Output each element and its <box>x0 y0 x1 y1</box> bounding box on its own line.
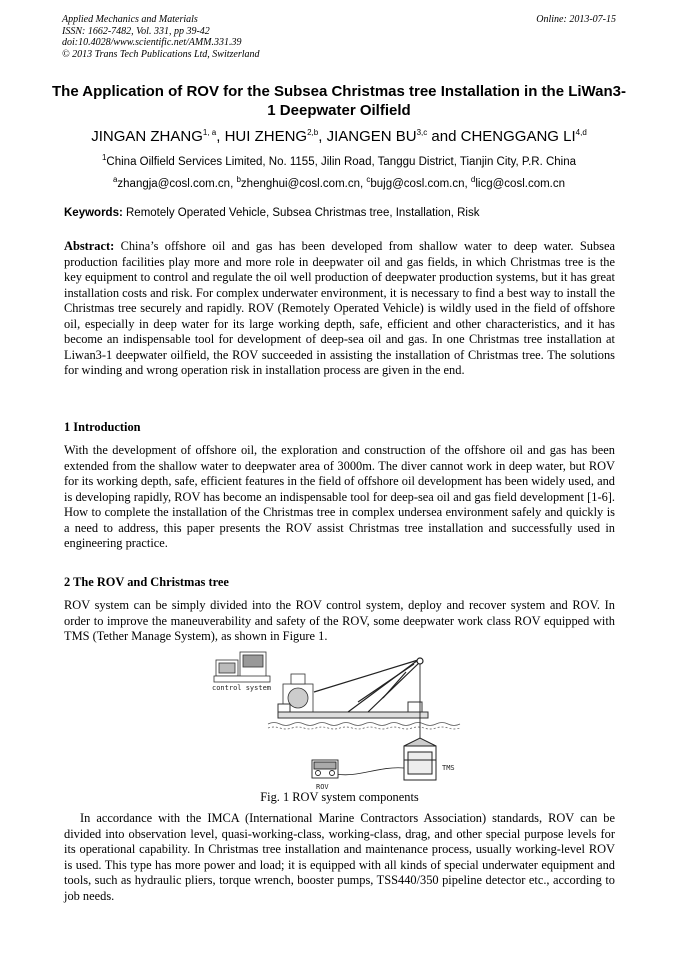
introduction-text: With the development of offshore oil, the exploration and construction of the offshore oil and gas has been extended from the shallow water to deepwater area of 3000m. The diver cannot work in deep water, but ROV for its working depth, safe, efficient features in the field of offshore oil development has been widely used, and is developing rapidly, ROV has become an indispensable tool for deep-sea oil and gas field development [1-6]. How to complete the installation of the Christmas tree in complex undersea environment safely and quickly is a need to address, this paper presents the ROV assist Christmas tree installation and successfully used in engineering practice. <box>64 443 615 550</box>
author-and: and <box>431 128 457 145</box>
journal-issn: ISSN: 1662-7482, Vol. 331, pp 39-42 <box>62 25 210 37</box>
journal-header <box>62 14 260 60</box>
author-name: JINGAN ZHANG <box>91 128 203 145</box>
journal-copyright: © 2013 Trans Tech Publications Ltd, Switzerland <box>62 48 260 60</box>
section-heading-introduction: 1 Introduction <box>64 420 141 434</box>
abstract-text: China’s offshore oil and gas has been developed from shallow water to deep water. Subsea production facilities play more and more role in deepwater oil and gas fields, in which Christmas tree is the key equipment to control and regulate the oil well production of deepwater production systems, but it has great installation costs and risk. For complex underwater environment, it is necessary to find a best way to install the Christmas tree securely and rapidly. ROV (Remotely Operated Vehicle) is wildly used in the field of offshore oil, especially in deep water for its large working depth, safe, efficient and other characteristics, and it has become an indispensable tool for development of deep-sea oil and gas. In one Christmas tree installation at Liwan3-1 deepwater oilfield, the ROV succeeded in assisting the installation of Christmas tree. The solutions for winding and wrong operation risk in installation process are given in the end. <box>64 239 615 377</box>
tms-icon <box>404 738 436 780</box>
online-date: Online: 2013-07-15 <box>536 14 616 25</box>
abstract-label: Abstract: <box>64 239 115 253</box>
paper-title: The Application of ROV for the Subsea Christmas tree Installation in the LiWan3-1 Deepwater Oilfield <box>52 83 626 119</box>
a-frame-crane-icon <box>314 658 423 712</box>
journal-name: Applied Mechanics and Materials <box>62 14 198 25</box>
control-system-label: control system <box>212 684 272 692</box>
email-link[interactable]: licg@cosl.com.cn <box>475 178 566 190</box>
author-affil-mark: 4,d <box>575 128 587 137</box>
email-link[interactable]: zhangja@cosl.com.cn <box>117 178 231 190</box>
rov-paragraph: ROV system can be simply divided into the ROV control system, deploy and recover system and ROV. In order to improve the maneuverability and safety of the ROV, some deepwater work class ROV equipped with TMS (Tether Manage System), as shown in Figure 1. <box>64 598 615 643</box>
water-surface <box>268 723 460 730</box>
journal-doi: doi:10.4028/www.scientific.net/AMM.331.39 <box>62 37 242 48</box>
rov-system-figure <box>208 648 478 793</box>
tms-label: TMS <box>442 764 455 772</box>
keywords-text: Remotely Operated Vehicle, Subsea Christmas tree, Installation, Risk <box>126 207 480 219</box>
author-name: CHENGGANG LI <box>460 128 576 145</box>
author-affil-mark: 1, a <box>202 128 217 137</box>
imca-paragraph: In accordance with the IMCA (International Marine Contractors Association) standards, ROV can be divided into observation level, quasi-working-class, working-class, drag, and other special purpose levels for its operational capability. In Christmas tree installation and maintenance process, usually working-level ROV is used. This type has more power and load; it is equipped with all kinds of special underwater equipment and tools, such as hydraulic pliers, torque wrench, booster pumps, TSS440/350 pipeline detector etc., according to job needs. <box>64 811 615 903</box>
author-name: JIANGEN BU <box>326 128 417 145</box>
author-affil-mark: 2,b <box>307 128 319 137</box>
section-heading-rov: 2 The ROV and Christmas tree <box>64 575 229 589</box>
keywords <box>64 207 616 219</box>
keywords-label: Keywords: <box>64 207 123 219</box>
author-affil-mark: 3,c <box>416 128 428 137</box>
affiliation: $^1$China Oilfield Services Limited, No. 1155, Jilin Road, Tanggu District, Tianjin City, P.R. China <box>101 153 577 168</box>
control-console-icon <box>214 652 270 682</box>
figure-caption: Fig. 1 ROV system components <box>260 790 419 804</box>
author-name: HUI ZHENG <box>224 128 308 145</box>
rov-label: ROV <box>316 783 329 791</box>
author-list: JINGAN ZHANG$^{1, a}$, HUI ZHENG$^{2,b}$, JIANGEN BU$^{3,c}$ and CHENGGANG LI$^{4,d}$ <box>91 128 587 145</box>
tether-line <box>336 768 404 775</box>
rov-vehicle-icon <box>312 760 338 778</box>
email-link[interactable]: bujg@cosl.com.cn <box>370 178 465 190</box>
email-link[interactable]: zhenghui@cosl.com.cn <box>240 178 360 190</box>
email-list: $^a$zhangja@cosl.com.cn, $^b$zhenghui@cosl.com.cn, $^c$bujg@cosl.com.cn, $^d$licg@cosl.com.cn <box>112 175 566 190</box>
abstract <box>64 239 615 379</box>
